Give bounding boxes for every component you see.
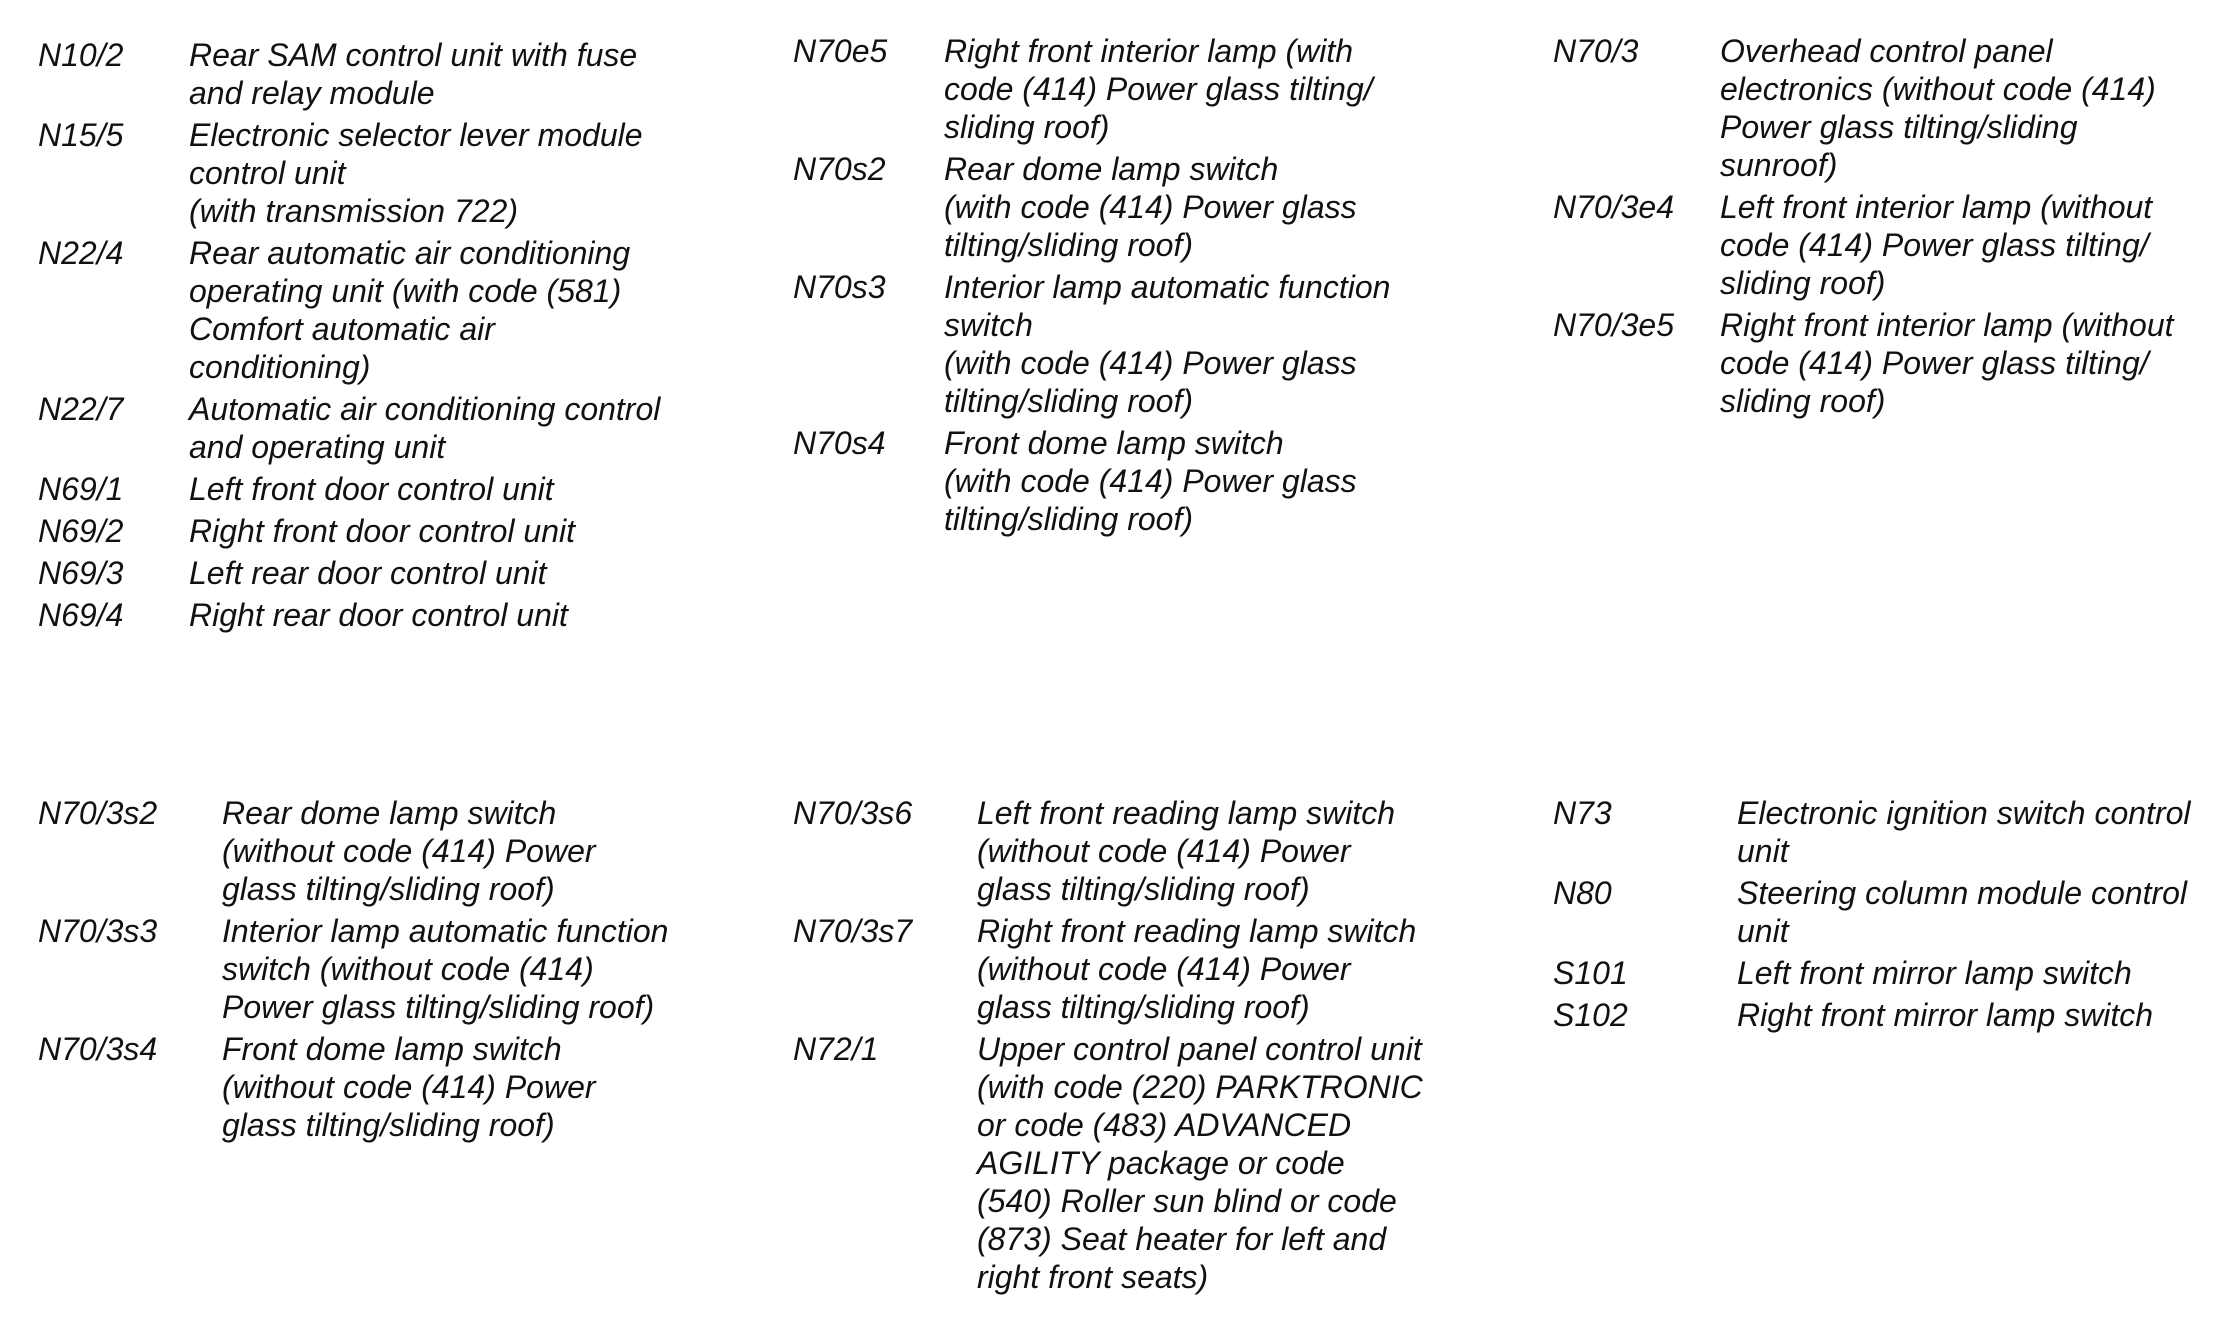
legend-entry (38, 794, 718, 908)
component-description: Steering column module control unit (1737, 875, 2188, 949)
legend-entry (793, 32, 1473, 146)
component-description: Interior lamp automatic function switch (without code (414) Power glass tilting/sliding roof) (222, 913, 669, 1025)
legend-entry (38, 596, 688, 634)
component-code: N70/3s6 (793, 795, 913, 831)
component-description: Left front interior lamp (without code (414) Power glass tilting/ sliding roof) (1720, 189, 2153, 301)
legend-entry (1553, 794, 2213, 870)
component-description: Electronic ignition switch control unit (1737, 795, 2191, 869)
component-code: N22/7 (38, 391, 124, 427)
legend-column-top-2 (793, 32, 1473, 542)
legend-entry (1553, 188, 2213, 302)
component-description: Left rear door control unit (189, 555, 547, 591)
legend-column-top-1 (38, 36, 688, 638)
legend-entry (38, 116, 688, 230)
legend-entry (38, 470, 688, 508)
legend-entry (1553, 996, 2213, 1034)
component-description: Upper control panel control unit (with code (220) PARKTRONIC or code (483) ADVANCED AGILITY package or code (540) Roller sun blind or code (873) Seat heater for left and right front seats) (977, 1031, 1423, 1295)
component-code: N15/5 (38, 117, 124, 153)
component-code: N70s3 (793, 269, 886, 305)
component-code: N69/4 (38, 597, 124, 633)
component-code: N70s4 (793, 425, 886, 461)
component-code: N70/3s4 (38, 1031, 158, 1067)
component-description: Right front reading lamp switch (without code (414) Power glass tilting/sliding roof) (977, 913, 1417, 1025)
legend-entry (38, 234, 688, 386)
legend-entry (793, 794, 1473, 908)
component-code: S102 (1553, 997, 1628, 1033)
component-description: Automatic air conditioning control and operating unit (189, 391, 661, 465)
legend-column-top-3 (1553, 32, 2213, 424)
legend-entry (1553, 32, 2213, 184)
legend-column-bottom-2 (793, 794, 1473, 1300)
component-code: N22/4 (38, 235, 124, 271)
legend-entry (38, 912, 718, 1026)
legend-entry (38, 390, 688, 466)
legend-column-bottom-1 (38, 794, 718, 1148)
legend-entry (793, 424, 1473, 538)
legend-entry (38, 36, 688, 112)
component-description: Rear dome lamp switch (with code (414) Power glass tilting/sliding roof) (944, 151, 1357, 263)
component-description: Front dome lamp switch (without code (414) Power glass tilting/sliding roof) (222, 1031, 596, 1143)
component-code: N70s2 (793, 151, 886, 187)
component-description: Right front interior lamp (without code (414) Power glass tilting/ sliding roof) (1720, 307, 2174, 419)
component-code: N70e5 (793, 33, 888, 69)
component-description: Overhead control panel electronics (without code (414) Power glass tilting/sliding sunroof) (1720, 33, 2156, 183)
component-description: Rear dome lamp switch (without code (414) Power glass tilting/sliding roof) (222, 795, 596, 907)
legend-column-bottom-3 (1553, 794, 2213, 1038)
component-code: N80 (1553, 875, 1612, 911)
legend-entry (1553, 954, 2213, 992)
legend-entry (38, 554, 688, 592)
component-code: N70/3s2 (38, 795, 158, 831)
legend-entry (38, 512, 688, 550)
component-code: N70/3e4 (1553, 189, 1674, 225)
component-description: Interior lamp automatic function switch (with code (414) Power glass tilting/sliding roof) (944, 269, 1391, 419)
component-description: Electronic selector lever module control unit (with transmission 722) (189, 117, 643, 229)
legend-entry (1553, 874, 2213, 950)
component-description: Left front mirror lamp switch (1737, 955, 2132, 991)
component-description: Left front door control unit (189, 471, 554, 507)
component-code: N70/3s3 (38, 913, 158, 949)
component-code: N70/3 (1553, 33, 1639, 69)
legend-entry (38, 1030, 718, 1144)
legend-entry (793, 1030, 1473, 1296)
legend-entry (793, 912, 1473, 1026)
component-description: Right rear door control unit (189, 597, 568, 633)
component-description: Right front interior lamp (with code (414) Power glass tilting/ sliding roof) (944, 33, 1373, 145)
component-code: N72/1 (793, 1031, 879, 1067)
component-code: N69/1 (38, 471, 124, 507)
component-description: Left front reading lamp switch (without code (414) Power glass tilting/sliding roof) (977, 795, 1395, 907)
component-description: Rear automatic air conditioning operating unit (with code (581) Comfort automatic air conditioning) (189, 235, 631, 385)
component-code: N10/2 (38, 37, 124, 73)
component-description: Rear SAM control unit with fuse and relay module (189, 37, 638, 111)
legend-entry (793, 268, 1473, 420)
legend-entry (793, 150, 1473, 264)
component-code: N73 (1553, 795, 1612, 831)
component-code: S101 (1553, 955, 1628, 991)
legend-entry (1553, 306, 2213, 420)
component-description: Right front mirror lamp switch (1737, 997, 2154, 1033)
component-code: N70/3e5 (1553, 307, 1674, 343)
component-code: N69/3 (38, 555, 124, 591)
component-description: Front dome lamp switch (with code (414) Power glass tilting/sliding roof) (944, 425, 1357, 537)
component-description: Right front door control unit (189, 513, 575, 549)
component-code: N70/3s7 (793, 913, 913, 949)
component-code: N69/2 (38, 513, 124, 549)
